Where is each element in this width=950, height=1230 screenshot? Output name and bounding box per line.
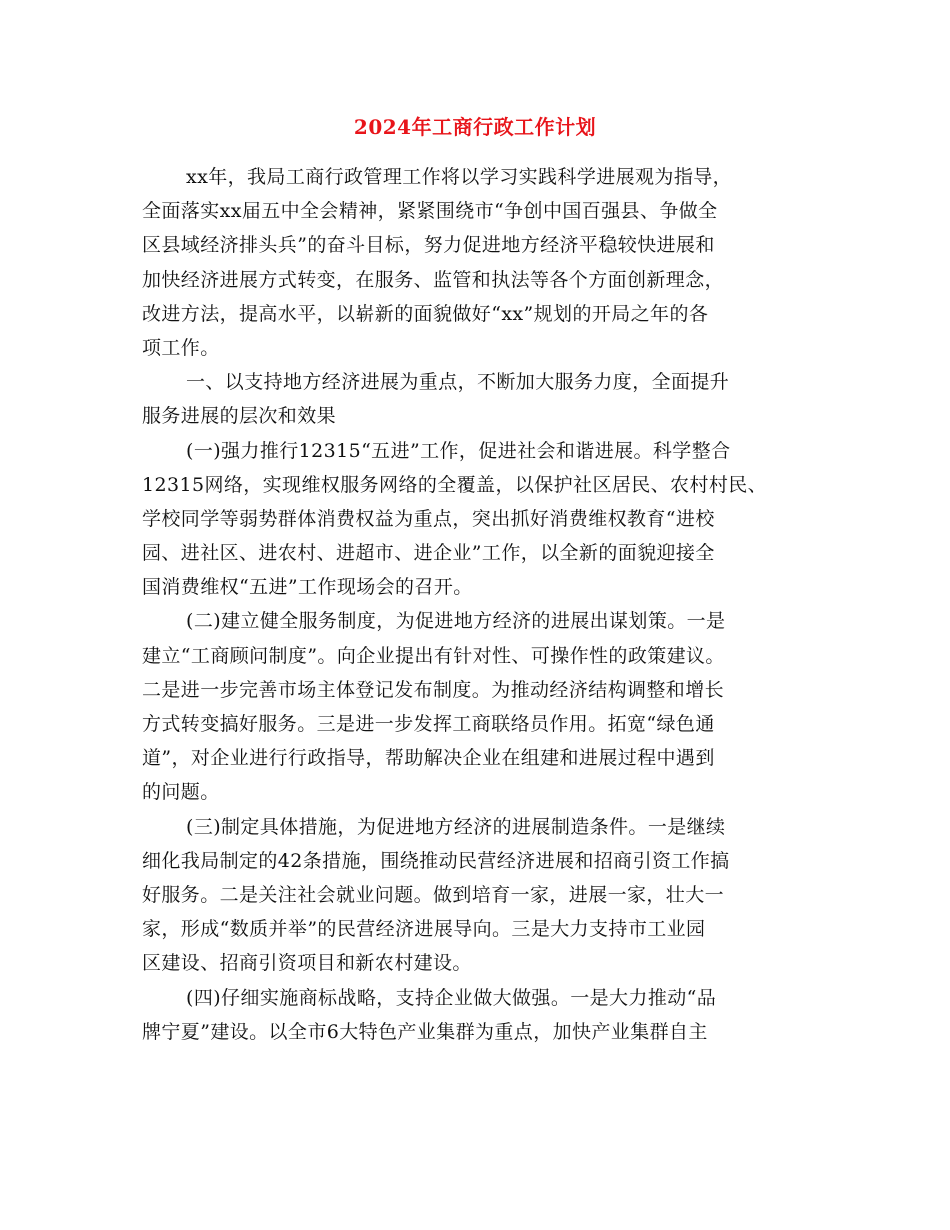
- text-line: 的问题。: [142, 781, 220, 804]
- text-line: 学校同学等弱势群体消费权益为重点，突出抓好消费维权教育“进校: [142, 507, 715, 530]
- text-line: 道”，对企业进行行政指导，帮助解决企业在组建和进展过程中遇到: [142, 747, 715, 770]
- text-line: 国消费维权“五进”工作现场会的召开。: [142, 576, 473, 599]
- text-line: (一)强力推行12315“五进”工作，促进社会和谐进展。科学整合: [186, 439, 731, 462]
- text-line: 细化我局制定的42条措施，围绕推动民营经济进展和招商引资工作搞: [142, 849, 730, 872]
- text-line: xx年，我局工商行政管理工作将以学习实践科学进展观为指导，: [186, 166, 733, 188]
- text-line: 一、以支持地方经济进展为重点，不断加大服务力度，全面提升: [186, 371, 730, 394]
- text-line: 项工作。: [142, 336, 220, 359]
- text-line: 区县域经济排头兵”的奋斗目标，努力促进地方经济平稳较快进展和: [142, 234, 715, 257]
- text-line: 全面落实xx届五中全会精神，紧紧围绕市“争创中国百强县、争做全: [142, 200, 718, 223]
- text-line: 园、进社区、进农村、进超市、进企业”工作，以全新的面貌迎接全: [142, 542, 715, 565]
- text-line: 家，形成“数质并举”的民营经济进展导向。三是大力支持市工业园: [142, 918, 706, 941]
- text-line: 加快经济进展方式转变，在服务、监管和执法等各个方面创新理念，: [142, 268, 725, 291]
- document-body: [142, 160, 832, 1049]
- text-line: 服务进展的层次和效果: [142, 405, 337, 428]
- text-line: 牌宁夏”建设。以全市6大特色产业集群为重点，加快产业集群自主: [142, 1020, 708, 1043]
- document-title: 2024年工商行政工作计划: [353, 115, 597, 139]
- text-line: 好服务。二是关注社会就业问题。做到培育一家，进展一家，壮大一: [142, 883, 725, 906]
- text-line: 12315网络，实现维权服务网络的全覆盖，以保护社区居民、农村村民、: [142, 473, 768, 496]
- text-line: (四)仔细实施商标战略，支持企业做大做强。一是大力推动“品: [186, 986, 717, 1009]
- text-line: (二)建立健全服务制度，为促进地方经济的进展出谋划策。一是: [186, 610, 726, 633]
- text-line: 区建设、招商引资项目和新农村建设。: [142, 952, 472, 975]
- text-line: 建立“工商顾问制度”。向企业提出有针对性、可操作性的政策建议。: [142, 644, 725, 667]
- text-line: 方式转变搞好服务。三是进一步发挥工商联络员作用。拓宽“绿色通: [142, 713, 715, 735]
- text-line: 二是进一步完善市场主体登记发布制度。为推动经济结构调整和增长: [142, 678, 725, 701]
- text-line: (三)制定具体措施，为促进地方经济的进展制造条件。一是继续: [186, 815, 726, 838]
- text-line: 改进方法，提高水平，以崭新的面貌做好“xx”规划的开局之年的各: [142, 302, 709, 325]
